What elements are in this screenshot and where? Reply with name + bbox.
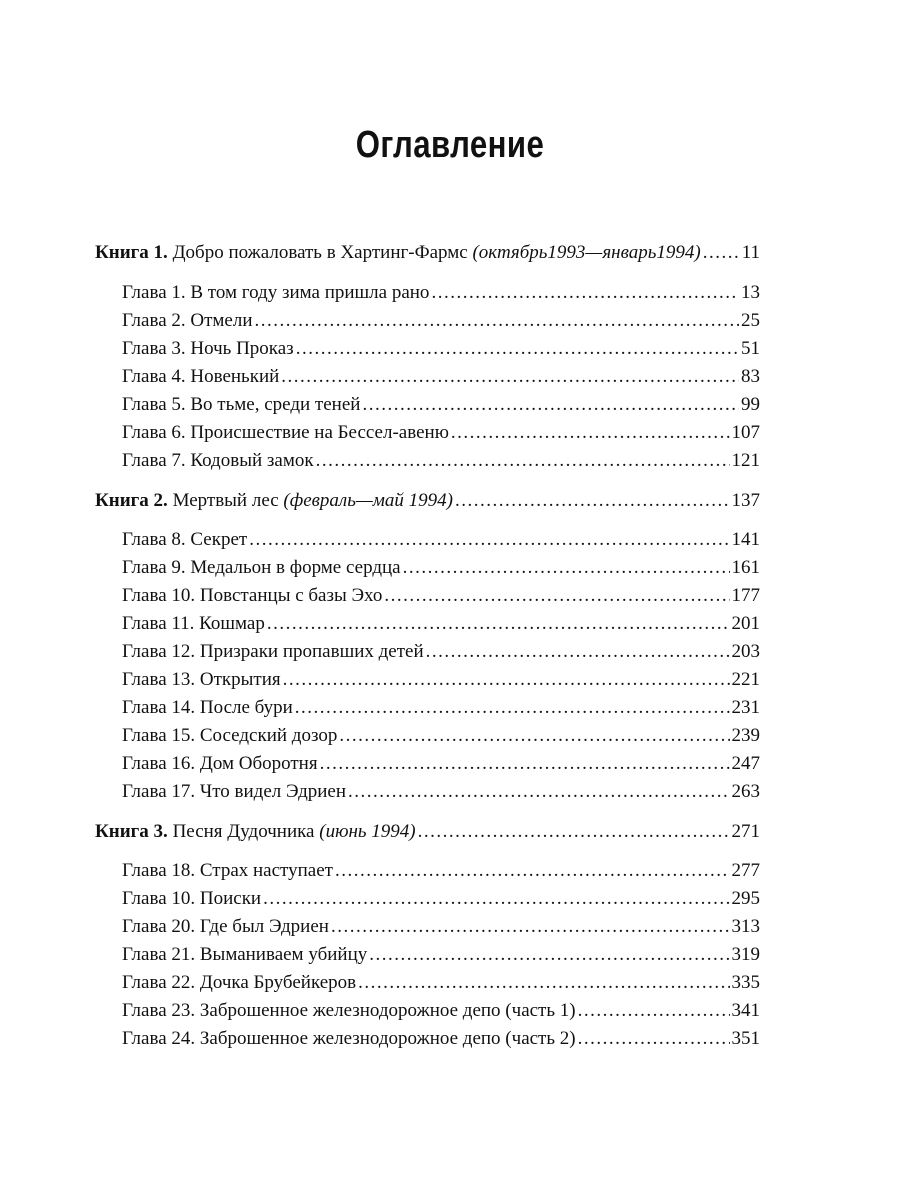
- dot-leader: [358, 970, 729, 996]
- book-name: Песня Дудочника: [172, 821, 315, 842]
- dot-leader: [578, 998, 730, 1024]
- toc-chapter[interactable]: [122, 695, 760, 721]
- chapter-title: Глава 16. Дом Оборотня: [122, 753, 318, 774]
- page-number: 271: [731, 821, 760, 842]
- page-number: 319: [731, 944, 760, 965]
- dot-leader: [316, 448, 730, 474]
- book-dates: (февраль—май 1994): [283, 490, 453, 511]
- dot-leader: [455, 488, 730, 514]
- book-name: Добро пожаловать в Хартинг-Фармс: [172, 242, 468, 263]
- page-number: 295: [731, 888, 760, 909]
- dot-leader: [403, 555, 730, 581]
- chapter-title: Глава 13. Открытия: [122, 669, 281, 690]
- toc-chapter[interactable]: [122, 527, 760, 553]
- toc-chapter[interactable]: [122, 858, 760, 884]
- toc-chapter[interactable]: [122, 364, 760, 390]
- toc-chapter[interactable]: [122, 970, 760, 996]
- toc-chapter[interactable]: [122, 723, 760, 749]
- page-number: 25: [741, 310, 760, 331]
- toc-chapter[interactable]: [122, 667, 760, 693]
- toc-chapter[interactable]: [122, 779, 760, 805]
- dot-leader: [362, 392, 739, 418]
- toc-chapter[interactable]: [122, 751, 760, 777]
- dot-leader: [369, 942, 729, 968]
- toc-book-title: [95, 240, 701, 266]
- dot-leader: [263, 886, 729, 912]
- chapter-title: Глава 10. Повстанцы с базы Эхо: [122, 585, 383, 606]
- toc-book-3[interactable]: [95, 819, 760, 845]
- chapter-title: Глава 17. Что видел Эдриен: [122, 781, 347, 802]
- dot-leader: [418, 819, 730, 845]
- page-number: 13: [741, 282, 760, 303]
- dot-leader: [283, 667, 730, 693]
- page-number: 11: [741, 242, 760, 263]
- chapter-title: Глава 15. Соседский дозор: [122, 725, 338, 746]
- page-number: 177: [731, 585, 760, 606]
- page-number: 203: [731, 641, 760, 662]
- book-dates: (октябрь1993—январь1994): [472, 242, 701, 263]
- toc-chapter[interactable]: [122, 886, 760, 912]
- toc-chapter[interactable]: [122, 998, 760, 1024]
- page-number: 141: [731, 529, 760, 550]
- page-number: 99: [741, 394, 760, 415]
- toc-chapter[interactable]: [122, 336, 760, 362]
- page-number: 107: [731, 422, 760, 443]
- toc-book-title: [95, 819, 416, 845]
- page-number: 277: [731, 860, 760, 881]
- toc-chapter[interactable]: [122, 583, 760, 609]
- toc-chapter[interactable]: [122, 611, 760, 637]
- page-number: 335: [731, 972, 760, 993]
- dot-leader: [451, 420, 730, 446]
- page-title: Оглавление: [355, 124, 545, 166]
- chapter-title: Глава 7. Кодовый замок: [122, 450, 314, 471]
- book-name: Мертвый лес: [172, 490, 279, 511]
- dot-leader: [281, 364, 739, 390]
- chapter-title: Глава 4. Новенький: [122, 366, 280, 387]
- chapter-title: Глава 11. Кошмар: [122, 613, 265, 634]
- chapter-title: Глава 23. Заброшенное железнодорожное депо (часть 1): [122, 1000, 576, 1021]
- chapter-title: Глава 1. В том году зима пришла рано: [122, 282, 430, 303]
- book-dates: (июнь 1994): [319, 821, 416, 842]
- page-number: 239: [731, 725, 760, 746]
- toc-chapter[interactable]: [122, 1026, 760, 1052]
- dot-leader: [431, 280, 739, 306]
- chapter-title: Глава 24. Заброшенное железнодорожное депо (часть 2): [122, 1028, 576, 1049]
- chapter-title: Глава 12. Призраки пропавших детей: [122, 641, 424, 662]
- chapter-title: Глава 6. Происшествие на Бессел-авеню: [122, 422, 449, 443]
- toc-chapter[interactable]: [122, 914, 760, 940]
- chapter-title: Глава 5. Во тьме, среди теней: [122, 394, 361, 415]
- page-number: 341: [731, 1000, 760, 1021]
- toc-chapter[interactable]: [122, 942, 760, 968]
- page-number: 201: [731, 613, 760, 634]
- page-number: 121: [731, 450, 760, 471]
- dot-leader: [320, 751, 730, 777]
- book-label: Книга 3.: [95, 821, 168, 842]
- chapter-title: Глава 10. Поиски: [122, 888, 262, 909]
- dot-leader: [339, 723, 729, 749]
- book-label: Книга 1.: [95, 242, 168, 263]
- toc-chapter[interactable]: [122, 280, 760, 306]
- toc-chapter[interactable]: [122, 392, 760, 418]
- book-label: Книга 2.: [95, 490, 168, 511]
- dot-leader: [703, 240, 740, 266]
- dot-leader: [578, 1026, 730, 1052]
- dot-leader: [295, 695, 730, 721]
- toc-chapter[interactable]: [122, 555, 760, 581]
- page-number: 247: [731, 753, 760, 774]
- dot-leader: [426, 639, 730, 665]
- chapter-title: Глава 3. Ночь Проказ: [122, 338, 294, 359]
- page-number: 83: [741, 366, 760, 387]
- chapter-title: Глава 22. Дочка Брубейкеров: [122, 972, 357, 993]
- toc-chapter[interactable]: [122, 639, 760, 665]
- toc-book-1[interactable]: [95, 240, 760, 266]
- chapter-title: Глава 20. Где был Эдриен: [122, 916, 329, 937]
- page-number: 231: [731, 697, 760, 718]
- chapter-title: Глава 8. Секрет: [122, 529, 248, 550]
- chapter-title: Глава 9. Медальон в форме сердца: [122, 557, 401, 578]
- dot-leader: [296, 336, 739, 362]
- chapter-title: Глава 21. Выманиваем убийцу: [122, 944, 368, 965]
- chapter-title: Глава 18. Страх наступает: [122, 860, 333, 881]
- dot-leader: [267, 611, 730, 637]
- dot-leader: [348, 779, 729, 805]
- dot-leader: [384, 583, 729, 609]
- dot-leader: [331, 914, 730, 940]
- page-number: 263: [731, 781, 760, 802]
- toc-chapter[interactable]: [122, 308, 760, 334]
- page-number: 137: [731, 490, 760, 511]
- toc-book-2[interactable]: [95, 488, 760, 514]
- chapter-title: Глава 14. После бури: [122, 697, 293, 718]
- dot-leader: [249, 527, 729, 553]
- chapter-title: Глава 2. Отмели: [122, 310, 253, 331]
- page-number: 51: [741, 338, 760, 359]
- toc-book-title: [95, 488, 453, 514]
- page-number: 221: [731, 669, 760, 690]
- page-number: 351: [731, 1028, 760, 1049]
- toc-chapter[interactable]: [122, 420, 760, 446]
- page-number: 161: [731, 557, 760, 578]
- toc-chapter[interactable]: [122, 448, 760, 474]
- dot-leader: [255, 308, 739, 334]
- page-number: 313: [731, 916, 760, 937]
- dot-leader: [335, 858, 730, 884]
